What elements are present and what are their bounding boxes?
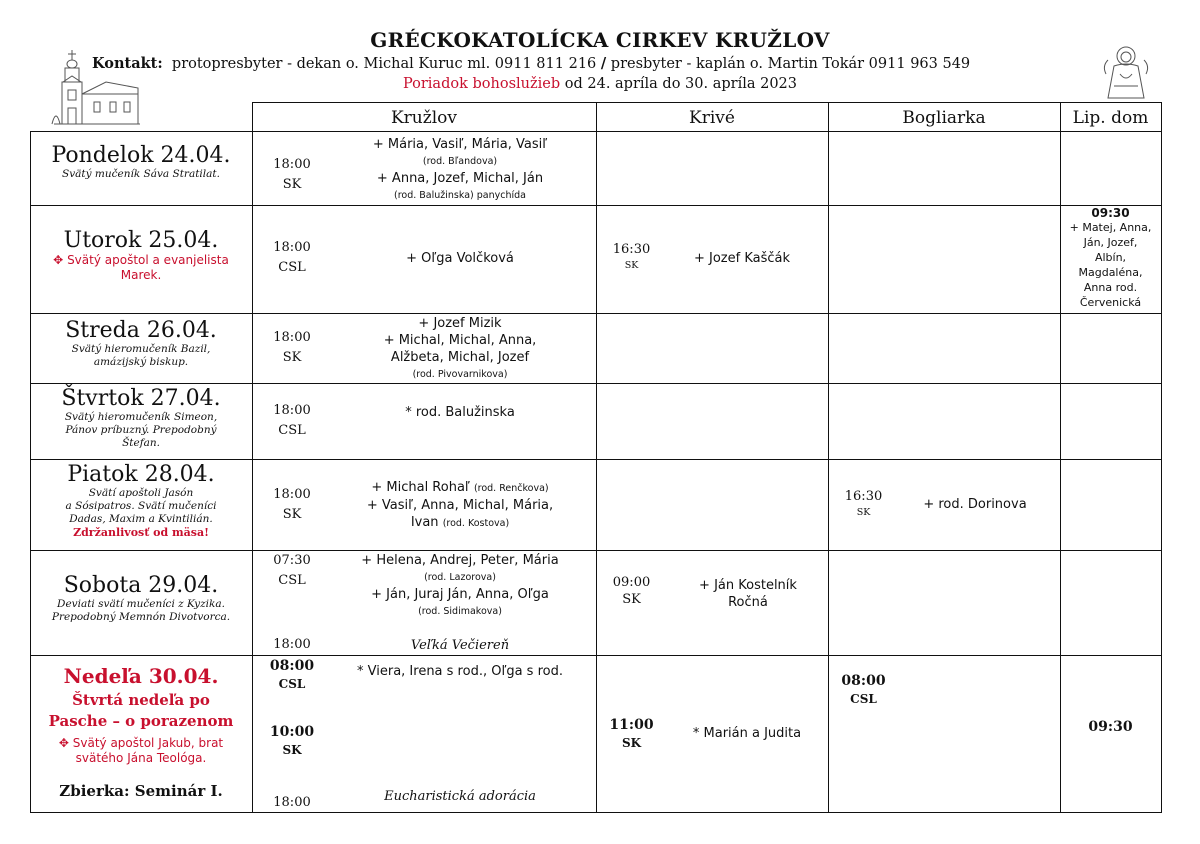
service-time: 07:30 CSL — [273, 553, 311, 588]
intention: + Jozef Kaščák — [693, 251, 791, 266]
day-saint: ✥ Svätý apoštol a evanjelista Marek. — [53, 253, 229, 282]
intention: * rod. Balužinska — [405, 405, 515, 420]
contact-chaplain: presbyter - kaplán o. Martin Tokár 0911 963 549 — [610, 56, 971, 72]
service-time: 08:00 CSL — [841, 673, 886, 706]
schedule-period — [0, 76, 1200, 92]
day-name: Sobota 29.04. — [63, 573, 219, 598]
intention: * Marián a Judita — [692, 726, 802, 741]
service-lipdom: 09:30 + Matej, Anna, Ján, Jozef, Albín, Magdaléna, Anna rod. Červenická — [1069, 206, 1152, 309]
intention: + Mária, Vasiľ, Mária, Vasiľ (rod. Bľandova) + Anna, Jozef, Michal, Ján (rod. Balužinska) panychída — [372, 137, 548, 201]
day-name: Utorok 25.04. — [63, 228, 219, 253]
intention: + Oľga Volčková — [406, 251, 514, 266]
day-name: Nedeľa 30.04. — [63, 664, 219, 688]
contact-dean: protopresbyter - dekan o. Michal Kuruc ml. 0911 811 216 — [171, 56, 597, 72]
intention: + Michal Rohaľ (rod. Renčkova) + Vasiľ, Anna, Michal, Mária, Ivan (rod. Kostova) — [366, 480, 554, 530]
service-time: 18:00 — [273, 637, 311, 652]
intention: * Viera, Irena s rod., Oľga s rod. — [357, 664, 563, 679]
day-name: Štvrtok 27.04. — [61, 386, 221, 411]
column-header-kruzlov: Kružlov — [390, 108, 457, 128]
day-saturday: Sobota 29.04. Deviati svätí mučeníci z Kyzika. Prepodobný Memnón Divotvorca. — [30, 573, 252, 624]
fasting-note: Zdržanlivosť od mäsa! — [73, 526, 209, 539]
service-time: 18:00 CSL — [273, 403, 311, 438]
intention: Veľká Večiereň — [410, 638, 510, 653]
service-time: 10:00 SK — [269, 724, 315, 757]
day-sunday: Nedeľa 30.04. Štvrtá nedeľa po Pasche – o porazenom ✥ Svätý apoštol Jakub, brat svätého Jána Teológa. Zbierka: Seminár I. — [30, 664, 252, 800]
service-time: 18:00 SK — [273, 487, 311, 522]
day-wednesday: Streda 26.04. Svätý hieromučeník Bazil, amázijský biskup. — [30, 318, 252, 369]
service-time: 16:30 SK — [612, 242, 651, 271]
day-monday — [30, 143, 252, 181]
schedule-label: Poriadok bohoslužieb — [402, 76, 561, 92]
day-tuesday — [30, 228, 252, 283]
contact-label: Kontakt: — [92, 55, 163, 72]
service-time: 18:00 CSL — [273, 240, 311, 275]
intention: + rod. Dorinova — [923, 497, 1027, 512]
intention: + Ján Kostelník Ročná — [699, 578, 797, 610]
service-time: 16:30 SK — [844, 489, 883, 518]
service-time: 18:00 — [273, 795, 311, 810]
day-saint: ✥ Svätý apoštol Jakub, brat — [58, 736, 224, 750]
column-header-bogliarka: Bogliarka — [902, 108, 986, 128]
intention: + Jozef Mizik + Michal, Michal, Anna, Alžbeta, Michal, Jozef (rod. Pivovarnikova) — [383, 316, 537, 380]
collection-note: Zbierka: Seminár I. — [59, 782, 223, 800]
day-friday: Piatok 28.04. Svätí apoštoli Jasón a Sósipatros. Svätí mučeníci Dadas, Maxim a Kvintilián. Zdržanlivosť od mäsa! — [30, 462, 252, 540]
service-time: 08:00 CSL — [269, 658, 315, 691]
day-name: Pondelok 24.04. — [51, 143, 231, 168]
day-name: Streda 26.04. — [65, 318, 217, 343]
service-time: 11:00 SK — [609, 717, 654, 750]
contact-separator: / — [600, 55, 607, 72]
intention: + Helena, Andrej, Peter, Mária (rod. Lazorova) + Ján, Juraj Ján, Anna, Oľga (rod. Sidimakova) — [361, 553, 559, 617]
cross-icon: ✥ — [58, 736, 69, 750]
day-thursday: Štvrtok 27.04. Svätý hieromučeník Simeon, Pánov príbuzný. Prepodobný Štefan. — [30, 386, 252, 450]
day-name: Piatok 28.04. — [67, 462, 215, 487]
cross-icon: ✥ — [53, 253, 64, 267]
column-header-krive: Krivé — [689, 108, 735, 128]
service-time: 18:00 SK — [273, 330, 311, 365]
intention: Eucharistická adorácia — [384, 789, 536, 804]
service-time: 18:00 SK — [273, 157, 311, 192]
contact-line — [92, 55, 970, 72]
service-time: 09:30 — [1088, 719, 1133, 735]
day-saint: Svätý mučeník Sáva Stratilat. — [62, 168, 220, 180]
service-time: 09:00 SK — [612, 575, 651, 607]
column-header-lip-dom: Lip. dom — [1072, 108, 1149, 128]
page-title: GRÉCKOKATOLÍCKA CIRKEV KRUŽLOV — [370, 28, 830, 52]
schedule-dates: od 24. apríla do 30. apríla 2023 — [560, 76, 798, 92]
